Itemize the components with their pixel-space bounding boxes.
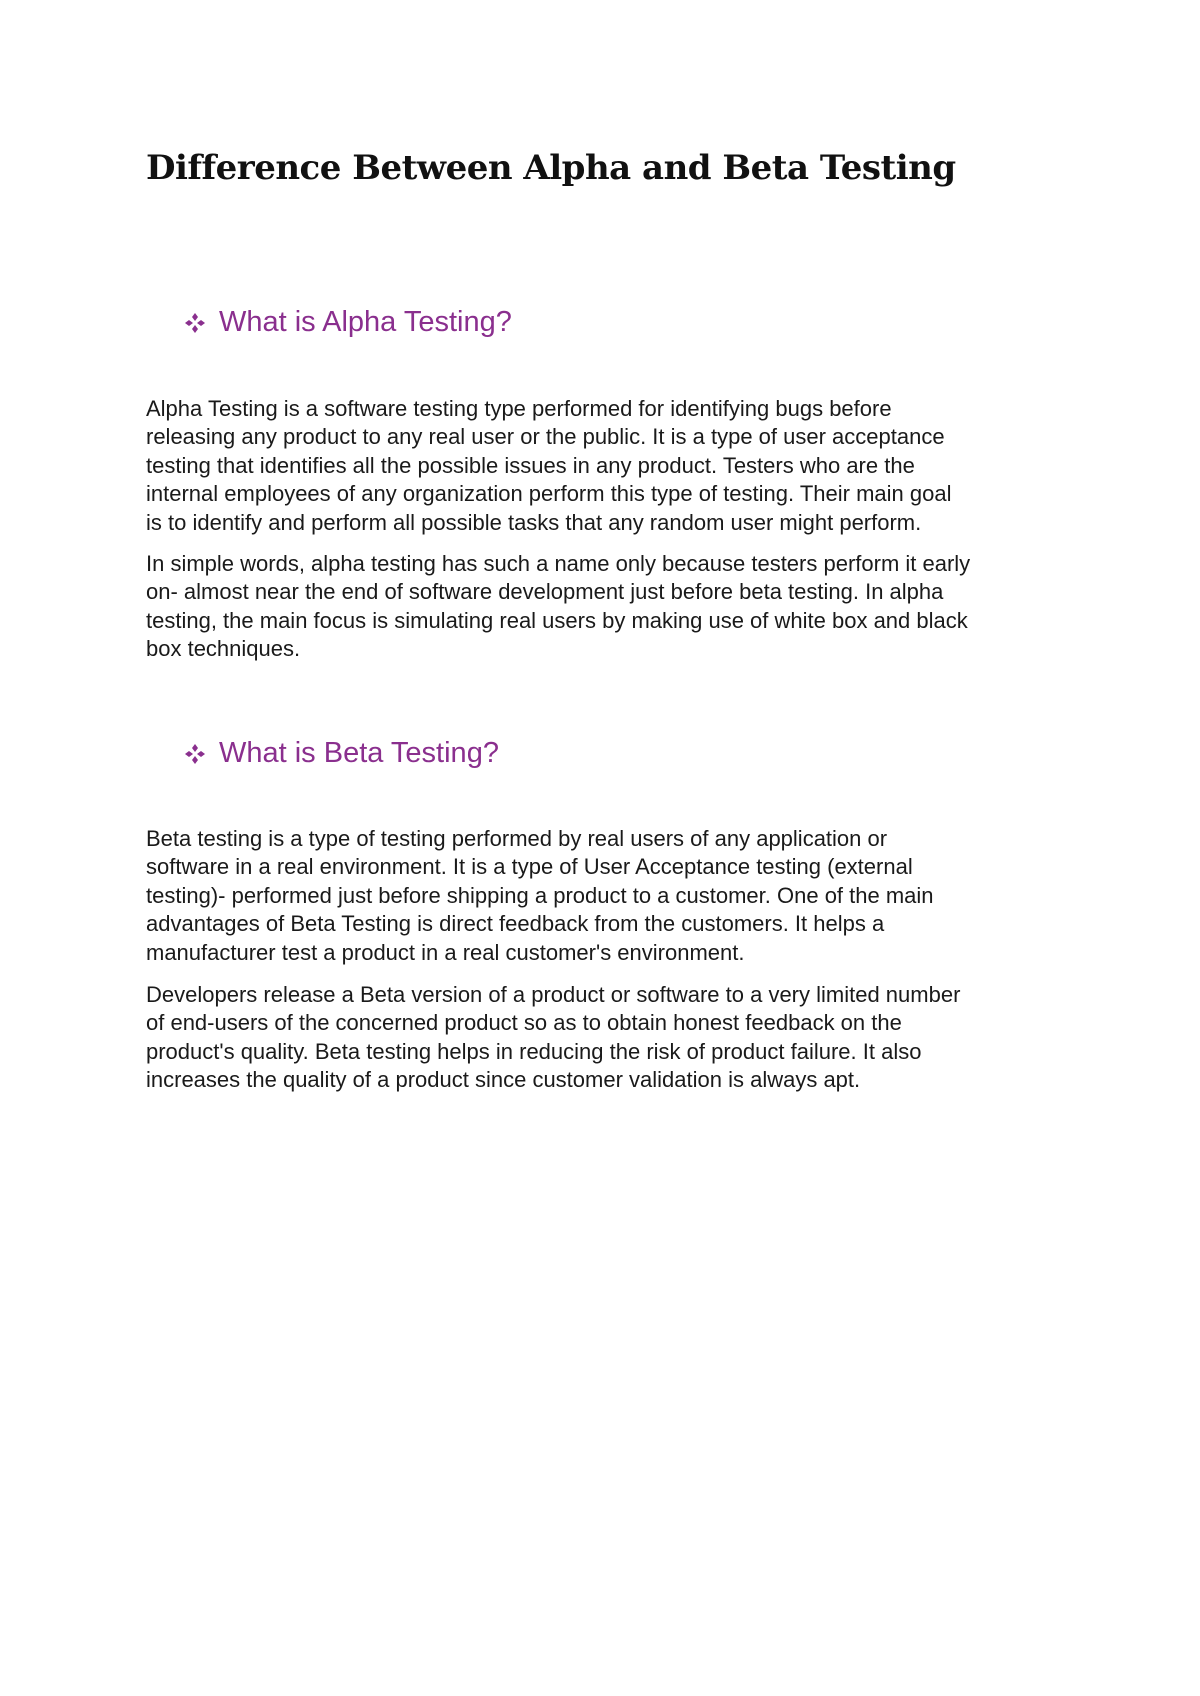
alpha-paragraph-1: Alpha Testing is a software testing type performed for identifying bugs before releasing any product to any real user or the public. It is a type of user acceptance testing that identifies all the possible issues in any product. Testers who are the internal employees of any organization perform this type of testing. Their main goal is to identify and perform all possible tasks that any random user might perform. bbox=[146, 396, 952, 535]
diamond-bullet-icon bbox=[183, 742, 207, 766]
diamond-bullet-icon bbox=[183, 311, 207, 335]
beta-paragraph-2: Developers release a Beta version of a product or software to a very limited number of end-users of the concerned product so as to obtain honest feedback on the product's quality. Beta testing helps in reducing the risk of product failure. It also increases the quality of a product since customer validation is always apt. bbox=[146, 982, 961, 1093]
alpha-paragraph-2: In simple words, alpha testing has such a name only because testers perform it early on- almost near the end of software development just before beta testing. In alpha testing, the main focus is simulating real users by making use of white box and black box techniques. bbox=[146, 551, 971, 662]
beta-paragraph-1: Beta testing is a type of testing performed by real users of any application or software in a real environment. It is a type of User Acceptance testing (external testing)- performed just before shipping a product to a customer. One of the main advantages of Beta Testing is direct feedback from the customers. It helps a manufacturer test a product in a real customer's environment. bbox=[146, 826, 934, 965]
page-title: Difference Between Alpha and Beta Testing bbox=[146, 148, 956, 188]
section-heading-label: What is Beta Testing? bbox=[219, 737, 499, 769]
section-heading-label: What is Alpha Testing? bbox=[219, 306, 512, 338]
section-heading-alpha bbox=[183, 306, 512, 339]
section-heading-beta bbox=[183, 737, 499, 770]
